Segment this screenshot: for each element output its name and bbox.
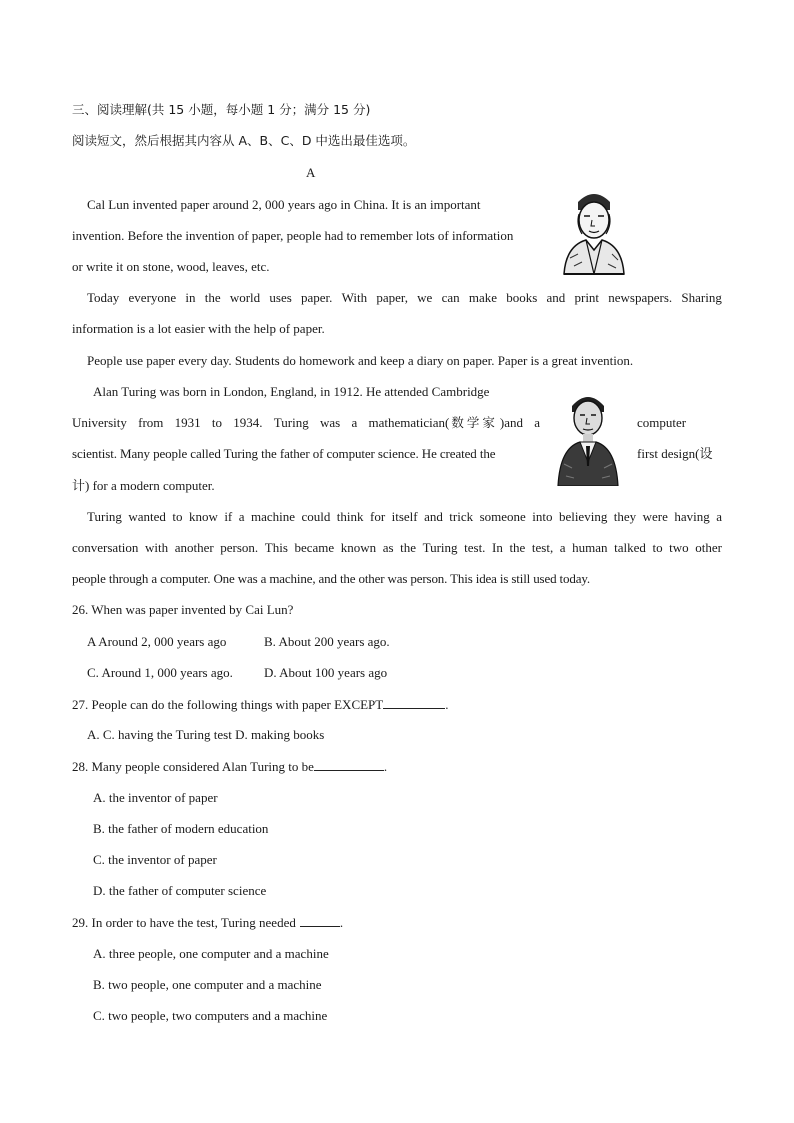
word: itself bbox=[391, 509, 418, 524]
passage-line: or write it on stone, wood, leaves, etc. bbox=[72, 259, 270, 274]
word: Sharing bbox=[681, 290, 722, 305]
word: print bbox=[574, 290, 600, 305]
alan-turing-portrait bbox=[556, 384, 620, 486]
question-26-option-d[interactable]: D. About 100 years ago bbox=[264, 665, 388, 680]
word: a bbox=[351, 415, 358, 430]
passage-line: People use paper every day. Students do homework and keep a diary on paper. Paper is a great invention. bbox=[87, 353, 634, 368]
question-26-option-c[interactable]: C. Around 1, 000 years ago. bbox=[87, 665, 233, 680]
word: they bbox=[613, 509, 637, 524]
word: other bbox=[695, 540, 722, 555]
passage-line: scientist. Many people called Turing the father of computer science. He created the bbox=[72, 446, 496, 461]
section-instruction: 阅读短文，然后根据其内容从 A、B、C、D 中选出最佳选项。 bbox=[72, 133, 416, 148]
question-26-stem: 26. When was paper invented by Cai Lun? bbox=[72, 602, 294, 617]
word: a bbox=[534, 415, 540, 430]
word: University bbox=[72, 415, 127, 430]
word: to bbox=[652, 540, 663, 555]
passage-line-justified bbox=[72, 414, 540, 432]
word: Turing bbox=[422, 540, 458, 555]
word: conversation bbox=[72, 540, 139, 555]
word: a bbox=[559, 540, 566, 555]
word: know bbox=[188, 509, 218, 524]
answer-blank[interactable] bbox=[314, 757, 384, 771]
word: Turing bbox=[87, 509, 122, 524]
word: uses bbox=[269, 290, 292, 305]
word: talked bbox=[614, 540, 646, 555]
word: 1931 bbox=[174, 415, 201, 430]
word: to bbox=[211, 415, 223, 430]
word: someone bbox=[479, 509, 526, 524]
word: 1934. bbox=[233, 415, 263, 430]
word: if bbox=[224, 509, 233, 524]
passage-line: people through a computer. One was a machine, and the other was person. This idea is still used today. bbox=[72, 571, 590, 586]
question-28-option-c[interactable]: C. the inventor of paper bbox=[93, 852, 217, 867]
question-29-option-c[interactable]: C. two people, two computers and a machine bbox=[93, 1008, 328, 1023]
passage-line-right: computer bbox=[637, 415, 687, 430]
word: with bbox=[145, 540, 169, 555]
passage-label: A bbox=[306, 165, 316, 180]
word: the bbox=[400, 540, 417, 555]
word: we bbox=[417, 290, 433, 305]
question-26-option-b[interactable]: B. About 200 years ago. bbox=[264, 634, 390, 649]
word: person. bbox=[220, 540, 259, 555]
word: books bbox=[506, 290, 538, 305]
word: for bbox=[369, 509, 386, 524]
question-26-option-a[interactable]: A Around 2, 000 years ago bbox=[87, 634, 227, 649]
word: and bbox=[546, 290, 566, 305]
word: another bbox=[174, 540, 214, 555]
question-28-option-a[interactable]: A. the inventor of paper bbox=[93, 790, 218, 805]
question-stem-text: 27. People can do the following things with paper EXCEPT bbox=[72, 697, 384, 712]
word: Today bbox=[87, 290, 120, 305]
stem-end: . bbox=[383, 759, 388, 774]
word: became bbox=[294, 540, 335, 555]
question-29-option-a[interactable]: A. three people, one computer and a machine bbox=[93, 946, 329, 961]
word: test. bbox=[464, 540, 486, 555]
answer-blank[interactable] bbox=[383, 695, 445, 709]
question-stem-text: 28. Many people considered Alan Turing to be bbox=[72, 759, 314, 774]
question-29-option-b[interactable]: B. two people, one computer and a machine bbox=[93, 977, 322, 992]
stem-end: . bbox=[445, 697, 449, 712]
word: a bbox=[716, 509, 722, 524]
word: in bbox=[185, 290, 196, 305]
passage-line: Alan Turing was born in London, England, in 1912. He attended Cambridge bbox=[93, 384, 490, 399]
question-27-stem bbox=[72, 695, 448, 714]
word: human bbox=[572, 540, 608, 555]
question-28-stem bbox=[72, 757, 387, 776]
word: into bbox=[532, 509, 553, 524]
question-27-options[interactable]: A. C. having the Turing test D. making books bbox=[87, 727, 325, 742]
word: This bbox=[264, 540, 288, 555]
word-part: )and bbox=[499, 415, 523, 430]
stem-end: . bbox=[339, 915, 344, 930]
question-29-stem bbox=[72, 913, 343, 932]
passage-line: Cal Lun invented paper around 2, 000 years ago in China. It is an important bbox=[87, 197, 481, 212]
passage-line-justified bbox=[72, 539, 722, 557]
word: trick bbox=[449, 509, 474, 524]
word: from bbox=[138, 415, 164, 430]
word: two bbox=[669, 540, 689, 555]
word: make bbox=[468, 290, 497, 305]
word bbox=[368, 414, 522, 432]
word: known bbox=[340, 540, 377, 555]
word: was bbox=[319, 415, 341, 430]
word: think bbox=[336, 509, 364, 524]
passage-line-justified bbox=[87, 289, 722, 307]
word: to bbox=[172, 509, 183, 524]
word: paper, bbox=[376, 290, 408, 305]
word: machine bbox=[250, 509, 295, 524]
answer-blank[interactable] bbox=[300, 913, 340, 927]
word: were bbox=[642, 509, 668, 524]
word: With bbox=[341, 290, 368, 305]
word: paper. bbox=[301, 290, 333, 305]
word: newspapers. bbox=[608, 290, 673, 305]
word: and bbox=[424, 509, 443, 524]
section-title: 三、阅读理解(共 15 小题，每小题 1 分；满分 15 分) bbox=[72, 102, 371, 117]
word: believing bbox=[558, 509, 608, 524]
word: as bbox=[382, 540, 394, 555]
chinese-gloss: 数学家 bbox=[451, 415, 498, 430]
word: having bbox=[674, 509, 710, 524]
word: wanted bbox=[128, 509, 166, 524]
word: the bbox=[509, 540, 526, 555]
word: test, bbox=[531, 540, 554, 555]
passage-line-justified bbox=[87, 508, 722, 526]
passage-line: 计) for a modern computer. bbox=[72, 478, 215, 493]
question-stem-text: 29. In order to have the test, Turing needed bbox=[72, 915, 296, 930]
passage-line-right: first design(设 bbox=[637, 446, 713, 461]
word: In bbox=[492, 540, 503, 555]
word: can bbox=[441, 290, 460, 305]
passage-line: invention. Before the invention of paper, people had to remember lots of information bbox=[72, 228, 514, 243]
question-28-option-d[interactable]: D. the father of computer science bbox=[93, 883, 267, 898]
word: could bbox=[301, 509, 331, 524]
word: everyone bbox=[128, 290, 177, 305]
word: a bbox=[238, 509, 245, 524]
cai-lun-portrait bbox=[556, 184, 632, 276]
word: world bbox=[229, 290, 261, 305]
question-28-option-b[interactable]: B. the father of modern education bbox=[93, 821, 269, 836]
passage-line: information is a lot easier with the help of paper. bbox=[72, 321, 325, 336]
word: the bbox=[204, 290, 221, 305]
word: Turing bbox=[273, 415, 309, 430]
word-part: mathematician( bbox=[368, 415, 450, 430]
